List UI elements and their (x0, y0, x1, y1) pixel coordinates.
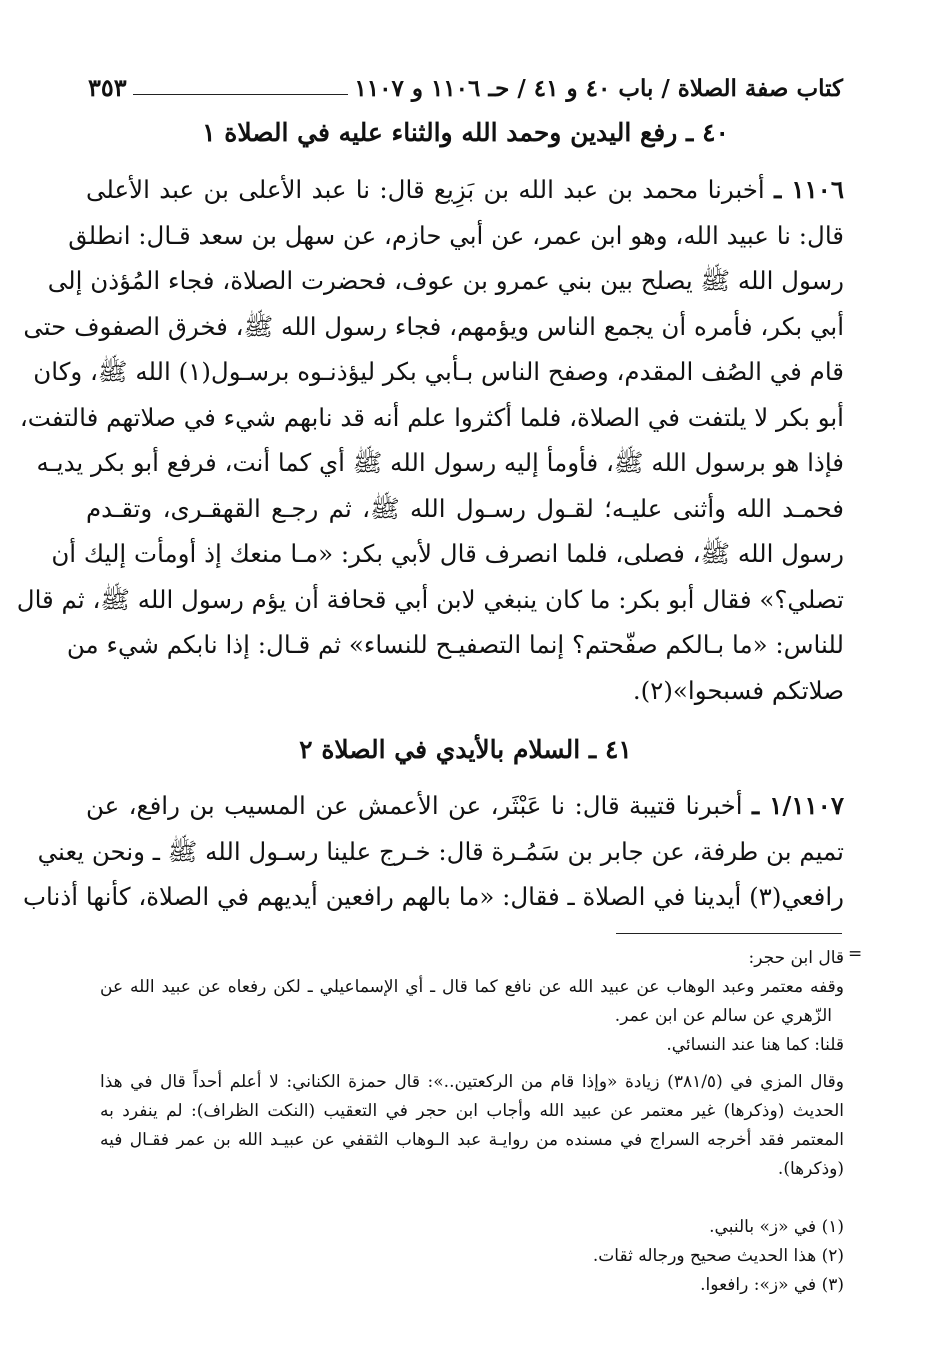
footnote-line: الحديث (وذكرها) غير معتمر عن عبيد الله وأجاب ابن حجر في التعقيب (النكت الظراف): لم ينفرد به (100, 1101, 844, 1121)
footnote-3: (٣) في «ز»: رافعوا. (700, 1275, 844, 1295)
text-line: رسول الله ﷺ يصلح بين بني عمرو بن عوف، فحضرت الصلاة، فجاء المُؤذن إلى (47, 266, 844, 295)
text-line: رسول الله ﷺ، فصلى، فلما انصرف قال لأبي بكر: «مـا منعك إذ أومأت إليك أن (51, 539, 844, 568)
footnote-line: قال ابن حجر: (748, 948, 844, 968)
chapter-heading-41: ٤١ ـ السلام بالأيدي في الصلاة ٢ (299, 735, 632, 764)
hadith-1107-text (22, 783, 844, 920)
hadith-number: ١/١١٠٧ ـ (751, 791, 844, 820)
footnote-line: وقال المزي في (٣٨١/٥) زيادة «وإذا قام من الركعتين..»: قال حمزة الكناني: لا أعلم أحداً قال في هذا (100, 1072, 844, 1092)
footnotes-list (100, 1213, 844, 1300)
hadith-number: ١١٠٦ ـ (774, 175, 844, 204)
text-line: للناس: «ما بـالكم صفّحتم؟ إنما التصفيـح للنساء» ثم قـال: إذا نابكم شيء من (66, 630, 844, 659)
footnote-line: الزّهري عن سالم عن ابن عمر. (614, 1006, 832, 1026)
footnote-line: المعتمر فقد أخرجه السراج في مسنده من روايـة عبد الـوهاب الثقفي عن عبيـد الله بن عمر فقـال فيه (100, 1130, 844, 1150)
chapter-heading-40: ٤٠ ـ رفع اليدين وحمد الله والثناء عليه في الصلاة ١ (202, 118, 729, 147)
text-line: قال: نا عبيد الله، وهو ابن عمر، عن أبي حازم، عن سهل بن سعد قـال: انطلق (68, 220, 844, 250)
footnote-line: قلنا: كما هنا عند النسائي. (666, 1035, 844, 1055)
text-line: فإذا هو برسول الله ﷺ، فأومأ إليه رسول الله ﷺ أي كما أنت، فرفع أبو بكر يديـه (36, 448, 844, 477)
text-line: أبي بكر، فأمره أن يجمع الناس ويؤمهم، فجاء رسول الله ﷺ، فخرق الصفوف حتى (23, 311, 844, 341)
footnote-line: وقفه معتمر وعبد الوهاب عن عبيد الله عن نافع كما قال ـ أي الإسماعيلي ـ لكن رفعاه عن عبيد الله عن (100, 977, 844, 997)
text-line: رافعي(٣) أيدينا في الصلاة ـ فقال: «ما بالهم رافعين أيديهم في الصلاة، كأنها أذناب (22, 882, 844, 911)
running-header (88, 62, 843, 102)
text-line: ١١٠٦ ـ أخبرنا محمد بن عبد الله بن بَزِيع قال: نا عبد الأعلى بن عبد الأعلى (86, 175, 844, 204)
footnote-2: (٢) هذا الحديث صحيح ورجاله ثقات. (592, 1246, 844, 1266)
page-number: ٣٥٣ (88, 73, 127, 102)
text-line: ١/١١٠٧ ـ أخبرنا قتيبة قال: نا عَبْثَر، عن الأعمش عن المسيب بن رافع، عن (86, 791, 844, 820)
footnote-continuation-mark: = (848, 944, 863, 964)
text-line: صلاتكم فسبحوا»(٢). (632, 675, 844, 705)
footnote-continuation (100, 944, 844, 1184)
footnote-line: (وذكرها). (777, 1159, 844, 1179)
header-rule (133, 94, 349, 95)
text-line: قام في الصُف المقدم، وصفح الناس بـأبي بكر ليؤذنـوه برسـول(١) الله ﷺ، وكان (33, 357, 844, 386)
hadith-1106-text (16, 167, 844, 713)
footnote-1: (١) في «ز» بالنبي. (709, 1217, 844, 1237)
text-line: تميم بن طرفة، عن جابر بن سَمُـرة قال: خـرج علينا رسـول الله ﷺ ـ ونحن يعني (37, 836, 844, 866)
text-line: أبو بكر لا يلتفت في الصلاة، فلما أكثروا علم أنه قد نابهم شيء في صلاتهم فالتفت، (19, 402, 844, 432)
text-line: تصلي؟» فقال أبو بكر: ما كان ينبغي لابن أبي قحافة أن يؤم رسول الله ﷺ، ثم قال (16, 584, 844, 614)
header-title: كتاب صفة الصلاة / باب ٤٠ و ٤١ / حـ ١١٠٦ و ١١٠٧ (354, 75, 843, 102)
text-line: فحمـد الله وأثنى عليـه؛ لقـول رسـول الله ﷺ، ثم رجـع القهقـرى، وتقـدم (86, 493, 844, 523)
footnote-separator (616, 933, 842, 934)
